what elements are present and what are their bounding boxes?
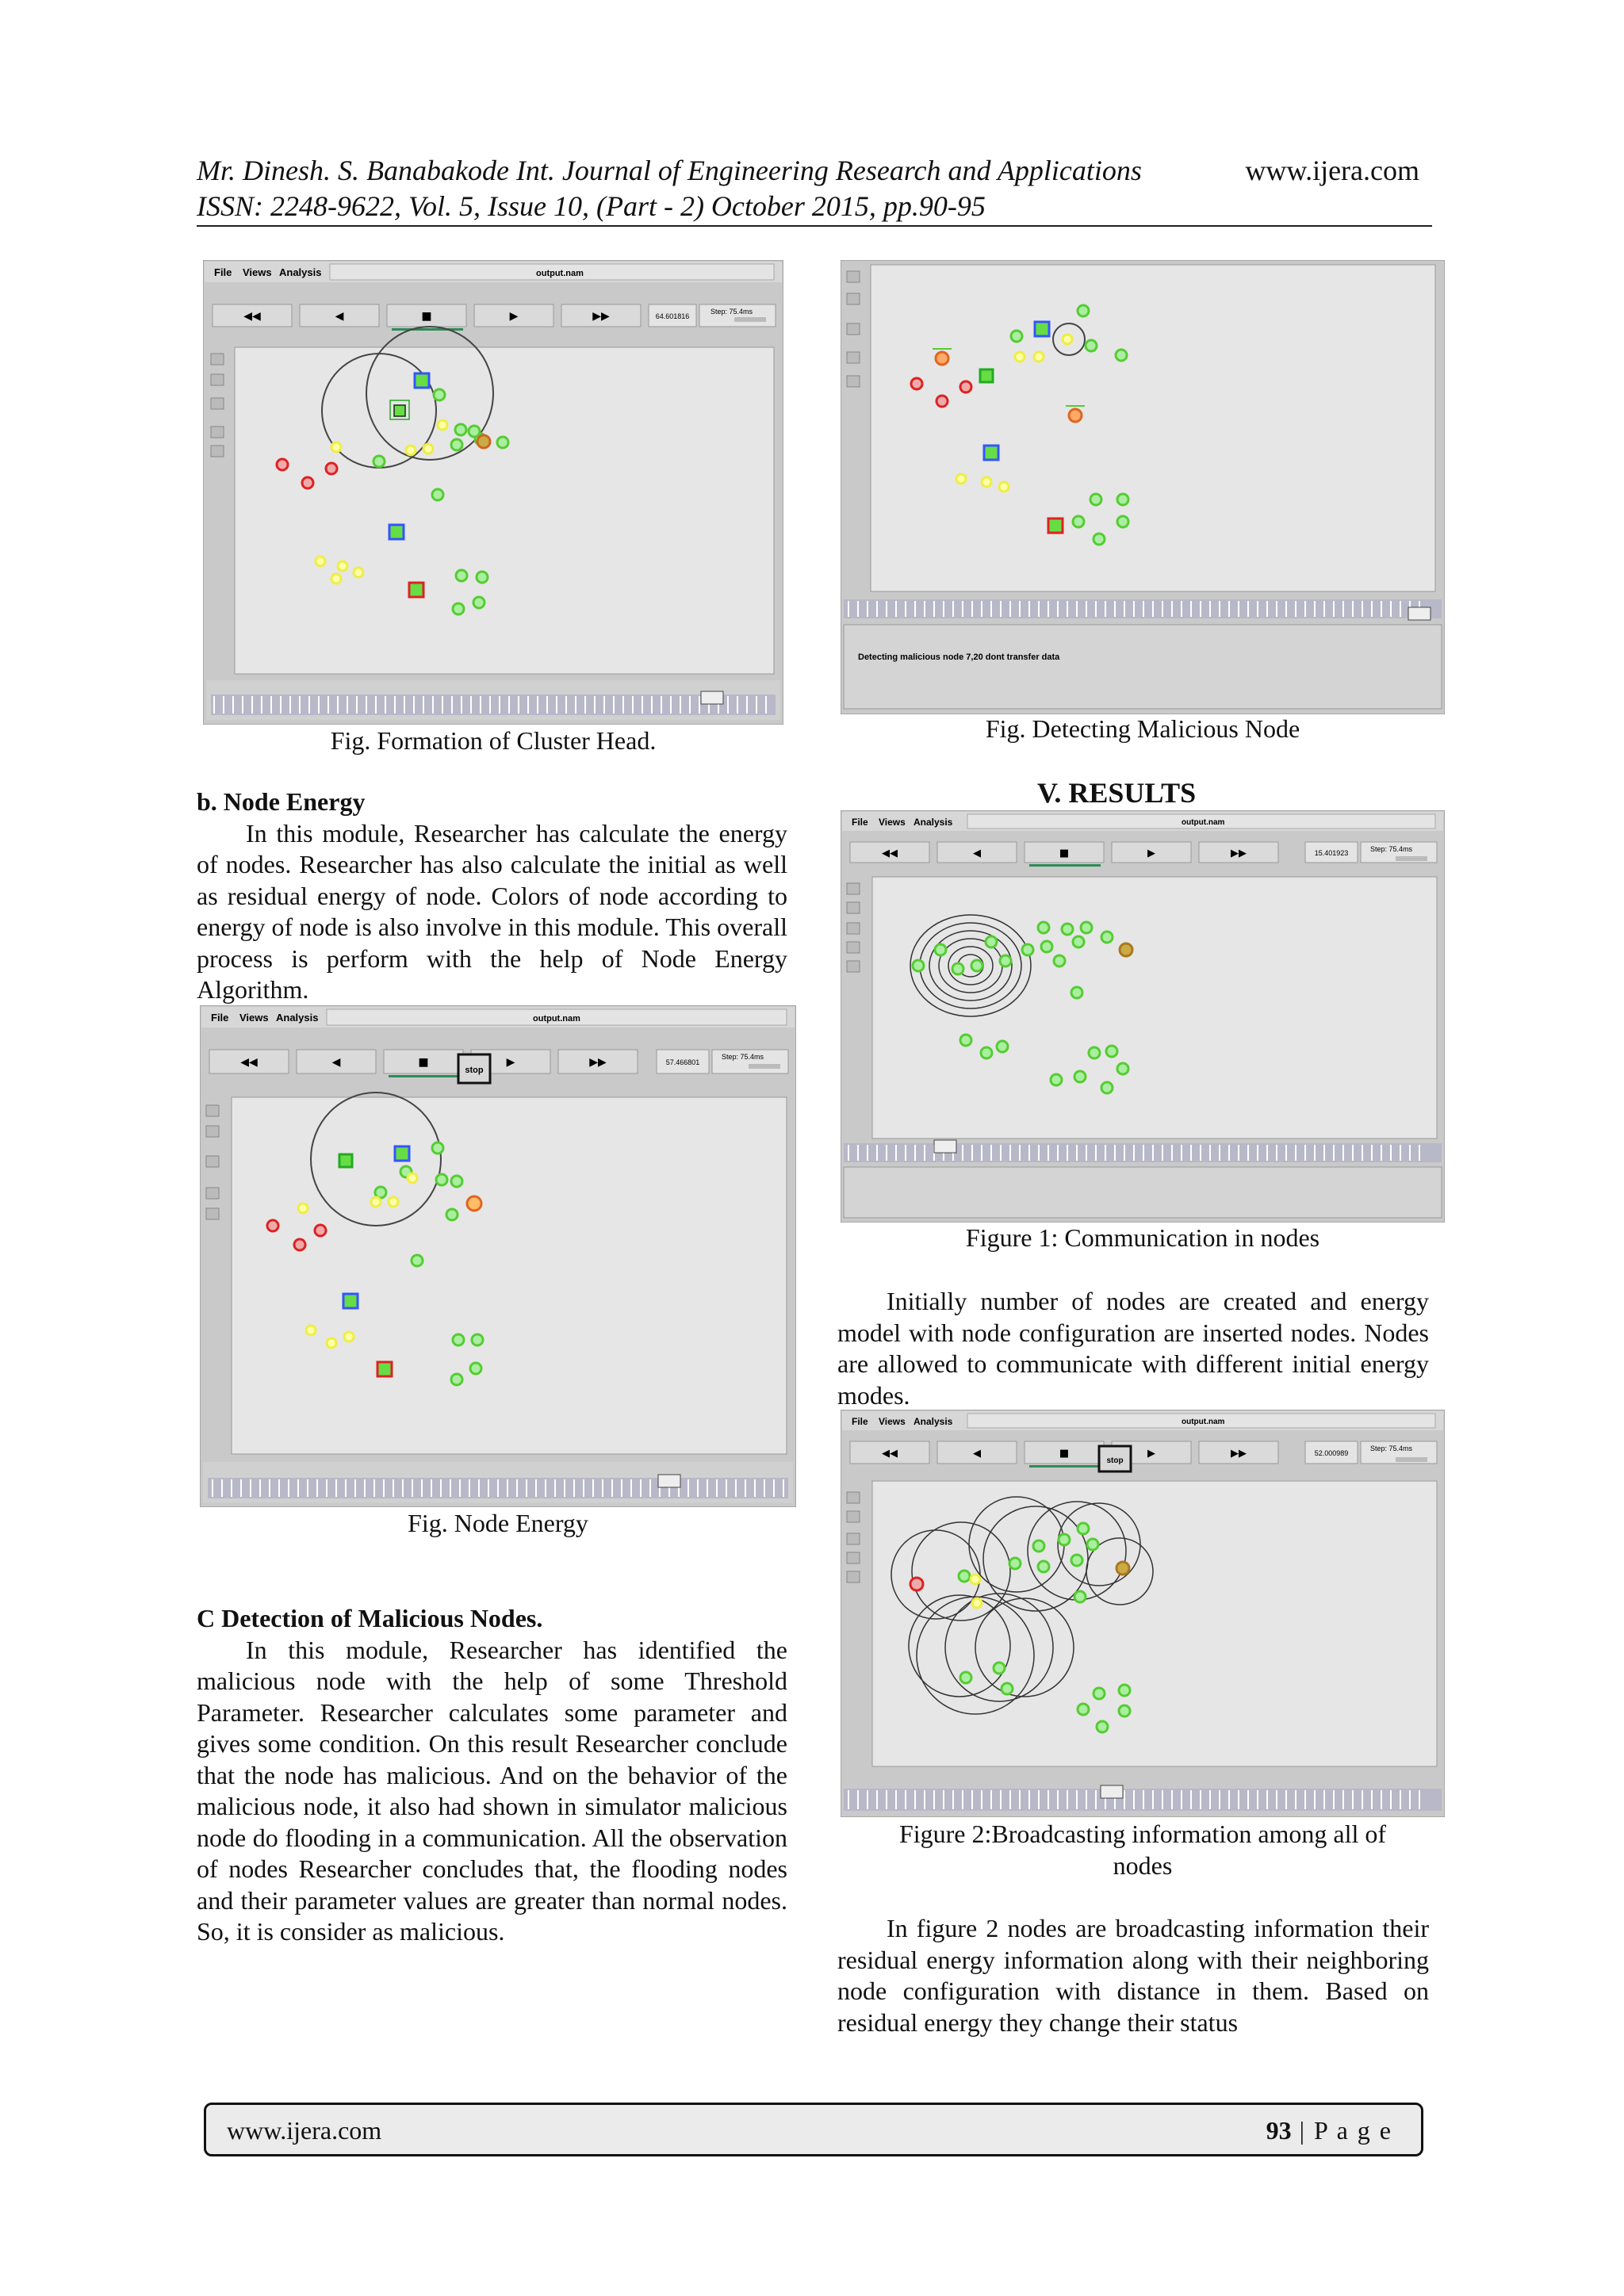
journal-header-line2: ISSN: 2248-9622, Vol. 5, Issue 10, (Part - 2) October 2015, pp.90-95 bbox=[197, 190, 986, 222]
caption-figure-2-line2: nodes bbox=[1113, 1851, 1173, 1880]
play-icon: ▶ bbox=[1147, 1448, 1155, 1460]
network-canvas[interactable] bbox=[232, 1097, 787, 1454]
timeline-slider[interactable] bbox=[1101, 1785, 1123, 1798]
stop-icon: ■ bbox=[421, 310, 432, 323]
nam-simulator-screenshot bbox=[841, 1410, 1445, 1817]
stop-tooltip-label: stop bbox=[1106, 1456, 1124, 1465]
network-canvas[interactable] bbox=[235, 347, 774, 674]
section-node-energy bbox=[197, 786, 787, 1006]
menu-file[interactable]: File bbox=[211, 1012, 229, 1024]
play-icon: ▶ bbox=[509, 310, 519, 323]
step-label: Step: 75.4ms bbox=[710, 308, 753, 316]
timeline-slider[interactable] bbox=[701, 691, 723, 704]
nam-simulator-screenshot bbox=[203, 260, 783, 725]
caption-figure-1: Figure 1: Communication in nodes bbox=[965, 1223, 1320, 1252]
sim-time: 15.401923 bbox=[1314, 849, 1349, 857]
back-icon: ◀ bbox=[335, 310, 344, 323]
page-footer bbox=[204, 2103, 1423, 2156]
menu-analysis[interactable]: Analysis bbox=[914, 1416, 953, 1427]
menu-analysis[interactable]: Analysis bbox=[914, 817, 953, 828]
section-c-heading: C Detection of Malicious Nodes. bbox=[197, 1604, 543, 1632]
step-label: Step: 75.4ms bbox=[722, 1053, 764, 1061]
rewind-icon: ◀◀ bbox=[882, 1448, 898, 1460]
play-icon: ▶ bbox=[1147, 848, 1155, 859]
page-label: | P a g e bbox=[1291, 2116, 1392, 2145]
menu-file[interactable]: File bbox=[214, 266, 232, 278]
fast-forward-icon: ▶▶ bbox=[1231, 848, 1247, 859]
rewind-icon: ◀◀ bbox=[240, 1056, 258, 1069]
results-para-2-text: In figure 2 nodes are broadcasting information their residual energy information along with their neighboring node configuration with distance in them. Based on residual energy they change their status bbox=[837, 1914, 1429, 2037]
file-name: output.nam bbox=[533, 1014, 580, 1024]
menu-analysis[interactable]: Analysis bbox=[276, 1012, 319, 1024]
menu-views[interactable]: Views bbox=[243, 266, 272, 278]
back-icon: ◀ bbox=[973, 1448, 981, 1460]
journal-header-line1: Mr. Dinesh. S. Banabakode Int. Journal of Engineering Research and Applications bbox=[197, 155, 1142, 186]
figure-2-broadcasting bbox=[841, 1410, 1445, 1817]
timeline-slider[interactable] bbox=[934, 1140, 956, 1153]
results-para-1 bbox=[837, 1286, 1429, 1411]
status-message: Detecting malicious node 7,20 dont transfer data bbox=[858, 652, 1060, 662]
stop-icon: ■ bbox=[1059, 1448, 1070, 1460]
figure-cluster-head bbox=[203, 260, 783, 725]
results-para-2 bbox=[837, 1913, 1429, 2038]
stop-tooltip-label: stop bbox=[465, 1066, 484, 1075]
menu-analysis[interactable]: Analysis bbox=[279, 266, 322, 278]
figure-node-energy bbox=[200, 1005, 796, 1507]
page-number: 93 bbox=[1266, 2116, 1292, 2145]
menu-file[interactable]: File bbox=[852, 817, 868, 828]
caption-figure-2-line1: Figure 2:Broadcasting information among all of bbox=[898, 1820, 1387, 1848]
file-name: output.nam bbox=[1182, 818, 1225, 827]
header-rule bbox=[197, 225, 1432, 227]
fast-forward-icon: ▶▶ bbox=[1231, 1448, 1247, 1460]
timeline-slider[interactable] bbox=[1408, 607, 1431, 620]
network-canvas[interactable] bbox=[871, 265, 1435, 591]
footer-site[interactable]: www.ijera.com bbox=[227, 2116, 382, 2145]
section-detection-malicious bbox=[197, 1603, 787, 1948]
back-icon: ◀ bbox=[331, 1056, 341, 1069]
stop-icon: ■ bbox=[418, 1056, 429, 1069]
file-name: output.nam bbox=[536, 269, 584, 278]
nam-simulator-screenshot bbox=[200, 1005, 796, 1507]
sim-time: 52.000989 bbox=[1314, 1449, 1349, 1457]
section-v-heading: V. RESULTS bbox=[1037, 777, 1197, 809]
sim-time: 57.466801 bbox=[665, 1058, 700, 1066]
step-label: Step: 75.4ms bbox=[1370, 1445, 1413, 1452]
menu-views[interactable]: Views bbox=[879, 817, 906, 828]
file-name: output.nam bbox=[1182, 1418, 1225, 1426]
nam-simulator-screenshot bbox=[841, 260, 1445, 714]
rewind-icon: ◀◀ bbox=[243, 310, 261, 323]
rewind-icon: ◀◀ bbox=[882, 848, 898, 859]
stop-icon: ■ bbox=[1059, 848, 1070, 859]
section-c-text: In this module, Researcher has identified the malicious node with the help of some Threshold Parameter. Researcher calculates some parameter and gives some condition. On this result Researcher conclude that the node has malicious. And on the behavior of the malicious node, it also had shown in simulator malicious node do flooding in a communication. All the observation of nodes Researcher concludes that, the flooding nodes and their parameter values are greater than normal nodes. So, it is consider as malicious. bbox=[197, 1635, 787, 1946]
figure-1-communication bbox=[841, 810, 1445, 1223]
section-b-heading: b. Node Energy bbox=[197, 787, 366, 816]
network-canvas[interactable] bbox=[872, 1481, 1437, 1766]
caption-malicious-node: Fig. Detecting Malicious Node bbox=[985, 714, 1300, 743]
fast-forward-icon: ▶▶ bbox=[589, 1056, 607, 1069]
menu-file[interactable]: File bbox=[852, 1416, 868, 1427]
timeline-slider[interactable] bbox=[658, 1475, 680, 1487]
sim-time: 64.601816 bbox=[655, 312, 690, 320]
menu-views[interactable]: Views bbox=[879, 1416, 906, 1427]
back-icon: ◀ bbox=[973, 848, 981, 859]
footer-page bbox=[1266, 2116, 1392, 2145]
results-para-1-text: Initially number of nodes are created and energy model with node configuration are inserted nodes. Nodes are allowed to communicate with different initial energy modes. bbox=[837, 1287, 1429, 1410]
menu-views[interactable]: Views bbox=[239, 1012, 269, 1024]
fast-forward-icon: ▶▶ bbox=[592, 310, 610, 323]
step-label: Step: 75.4ms bbox=[1370, 845, 1413, 853]
nam-simulator-screenshot bbox=[841, 810, 1445, 1223]
play-icon: ▶ bbox=[506, 1056, 515, 1069]
caption-cluster-head: Fig. Formation of Cluster Head. bbox=[330, 726, 657, 755]
journal-header-site[interactable]: www.ijera.com bbox=[1245, 155, 1419, 186]
figure-malicious-node bbox=[841, 260, 1445, 714]
caption-node-energy: Fig. Node Energy bbox=[408, 1509, 588, 1537]
caption-figure-2 bbox=[841, 1818, 1445, 1881]
section-b-text: In this module, Researcher has calculate the energy of nodes. Researcher has also calculate the initial as well as residual energy of node. Colors of node according to energy of node is also involve in this module. This overall process is perform with the help of Node Energy Algorithm. bbox=[197, 818, 787, 1004]
